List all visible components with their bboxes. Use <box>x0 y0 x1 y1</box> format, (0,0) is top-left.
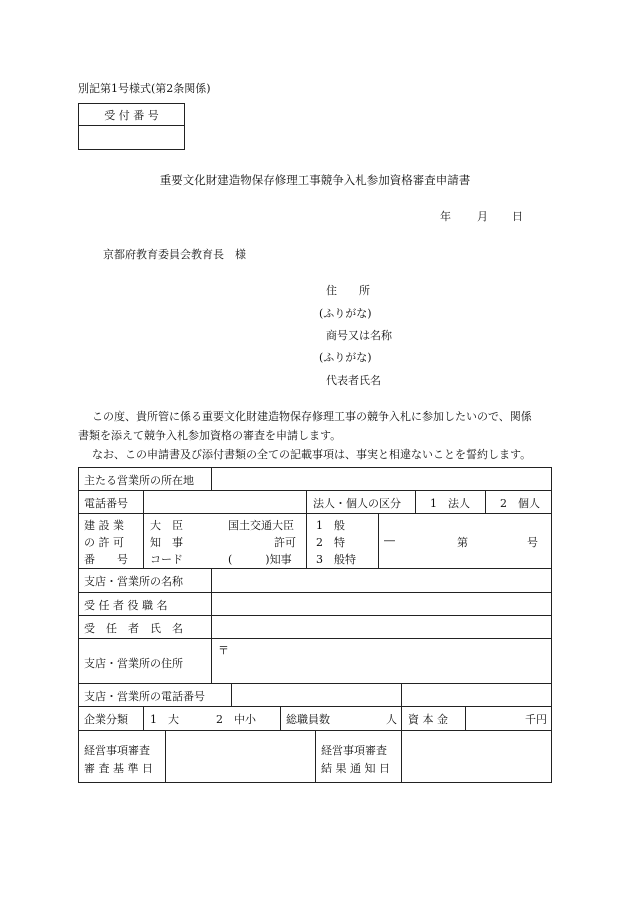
vsep-r3-a <box>143 513 144 569</box>
vsep-r1 <box>211 467 212 491</box>
form-label: 別記第1号様式(第2条関係) <box>78 82 211 95</box>
review-result-label-line1: 経営事項審査 <box>321 744 387 757</box>
branch-name-field[interactable] <box>214 571 549 590</box>
vsep-r9-d <box>465 706 466 731</box>
class-sme-option[interactable]: 2 中小 <box>216 713 256 726</box>
governor-field[interactable]: ( )知事 <box>228 553 292 566</box>
capital-field[interactable] <box>468 709 523 727</box>
furigana-label-1: (ふりがな) <box>319 307 372 320</box>
document-title: 重要文化財建造物保存修理工事競争入札参加資格審査申請書 <box>159 173 471 187</box>
table-right <box>551 467 552 783</box>
furigana-label-2: (ふりがな) <box>319 351 372 364</box>
vsep-r2-c <box>415 490 416 514</box>
employees-label: 総職員数 <box>286 713 330 726</box>
vsep-r2-a <box>143 490 144 514</box>
review-basis-date-field[interactable] <box>168 733 313 780</box>
body-para1-line2: 書類を添えて競争入札参加資格の審査を申請します。 <box>78 429 342 442</box>
receipt-box-top <box>78 103 185 104</box>
class-large-option[interactable]: 1 大 <box>150 713 179 726</box>
license-type-special: 2 特 <box>316 536 345 549</box>
issuer-minister: 大 臣 <box>150 519 183 532</box>
representative-label: 代表者氏名 <box>326 374 381 387</box>
issuer-governor: 知 事 <box>150 536 183 549</box>
employees-unit: 人 <box>386 713 397 726</box>
table-left <box>78 467 79 783</box>
body-para1-line1: この度、貴所管に係る重要文化財建造物保存修理工事の競争入札に参加したいので、関係 <box>92 410 532 423</box>
row-sep-1 <box>78 490 552 491</box>
receipt-box-mid <box>78 125 185 126</box>
vsep-r4-7 <box>211 568 212 684</box>
mlit-label: 国土交通大臣 <box>228 519 294 532</box>
agent-name-field[interactable] <box>214 618 549 636</box>
vsep-r9-c <box>401 706 402 731</box>
capital-label: 資 本 金 <box>408 713 448 726</box>
phone-label: 電話番号 <box>84 497 128 510</box>
vsep-r10-c <box>401 730 402 783</box>
vsep-r8-b <box>401 683 402 707</box>
date-month: 月 <box>477 210 488 223</box>
receipt-box-bottom <box>78 149 185 150</box>
license-label-line1: 建 設 業 <box>84 519 124 532</box>
date-day: 日 <box>512 210 523 223</box>
row-sep-2 <box>78 513 552 514</box>
branch-address-label: 支店・営業所の住所 <box>84 657 183 670</box>
review-result-date-field[interactable] <box>404 733 549 780</box>
receipt-number-field[interactable] <box>80 128 183 148</box>
entity-corp-option[interactable]: 1 法人 <box>430 497 470 510</box>
row-sep-5 <box>78 615 552 616</box>
license-label-line3: 番 号 <box>84 553 128 566</box>
permit-label: 許可 <box>274 536 296 549</box>
entity-type-label: 法人・個人の区分 <box>313 497 401 510</box>
row-sep-6 <box>78 638 552 639</box>
vsep-r9-b <box>280 706 281 731</box>
vsep-r9-a <box>143 706 144 731</box>
license-type-both: 3 般特 <box>316 553 356 566</box>
branch-phone-label: 支店・営業所の電話番号 <box>84 690 205 703</box>
vsep-r3-b <box>306 513 307 569</box>
branch-address-field[interactable] <box>214 641 549 681</box>
review-basis-label-line1: 経営事項審査 <box>84 744 150 757</box>
license-dai: 第 <box>457 536 468 549</box>
vsep-r8-a <box>231 683 232 707</box>
license-label-line2: の 許 可 <box>84 536 124 549</box>
entity-indiv-option[interactable]: 2 個人 <box>500 497 540 510</box>
main-office-label: 主たる営業所の所在地 <box>84 474 194 487</box>
capital-unit: 千円 <box>525 713 547 726</box>
vsep-r10-b <box>315 730 316 783</box>
vsep-r2-d <box>485 490 486 514</box>
row-sep-3 <box>78 568 552 569</box>
body-para2: なお、この申請書及び添付書類の全ての記載事項は、事実と相違ないことを誓約します。 <box>92 448 532 461</box>
main-office-field[interactable] <box>214 470 549 488</box>
agent-title-label: 受 任 者 役 職 名 <box>84 599 168 612</box>
phone-field[interactable] <box>146 493 304 511</box>
branch-phone-field[interactable] <box>234 686 399 704</box>
review-basis-label-line2: 審 査 基 準 日 <box>84 762 153 775</box>
postal-mark: 〒 <box>218 644 229 657</box>
employees-field[interactable] <box>346 709 384 727</box>
date-year: 年 <box>440 210 451 223</box>
row-sep-4 <box>78 592 552 593</box>
agent-name-label: 受 任 者 氏 名 <box>84 622 183 635</box>
vsep-r2-b <box>306 490 307 514</box>
company-class-label: 企業分類 <box>84 713 128 726</box>
license-type-general: 1 般 <box>316 519 345 532</box>
review-result-label-line2: 結 果 通 知 日 <box>321 762 390 775</box>
vsep-r10-a <box>165 730 166 783</box>
row-sep-8 <box>78 706 552 707</box>
receipt-label: 受 付 番 号 <box>104 109 159 122</box>
vsep-r3-c <box>378 513 379 569</box>
license-number-field[interactable] <box>400 530 450 548</box>
addressee: 京都府教育委員会教育長 様 <box>103 248 246 261</box>
branch-name-label: 支店・営業所の名称 <box>84 575 183 588</box>
row-sep-7 <box>78 683 552 684</box>
company-name-label: 商号又は名称 <box>326 329 392 342</box>
agent-title-field[interactable] <box>214 595 549 613</box>
license-go: 号 <box>527 536 538 549</box>
table-top <box>78 467 552 468</box>
address-label: 住 所 <box>326 284 370 297</box>
license-dash: ― <box>384 534 395 547</box>
issuer-code: コード <box>150 553 183 566</box>
